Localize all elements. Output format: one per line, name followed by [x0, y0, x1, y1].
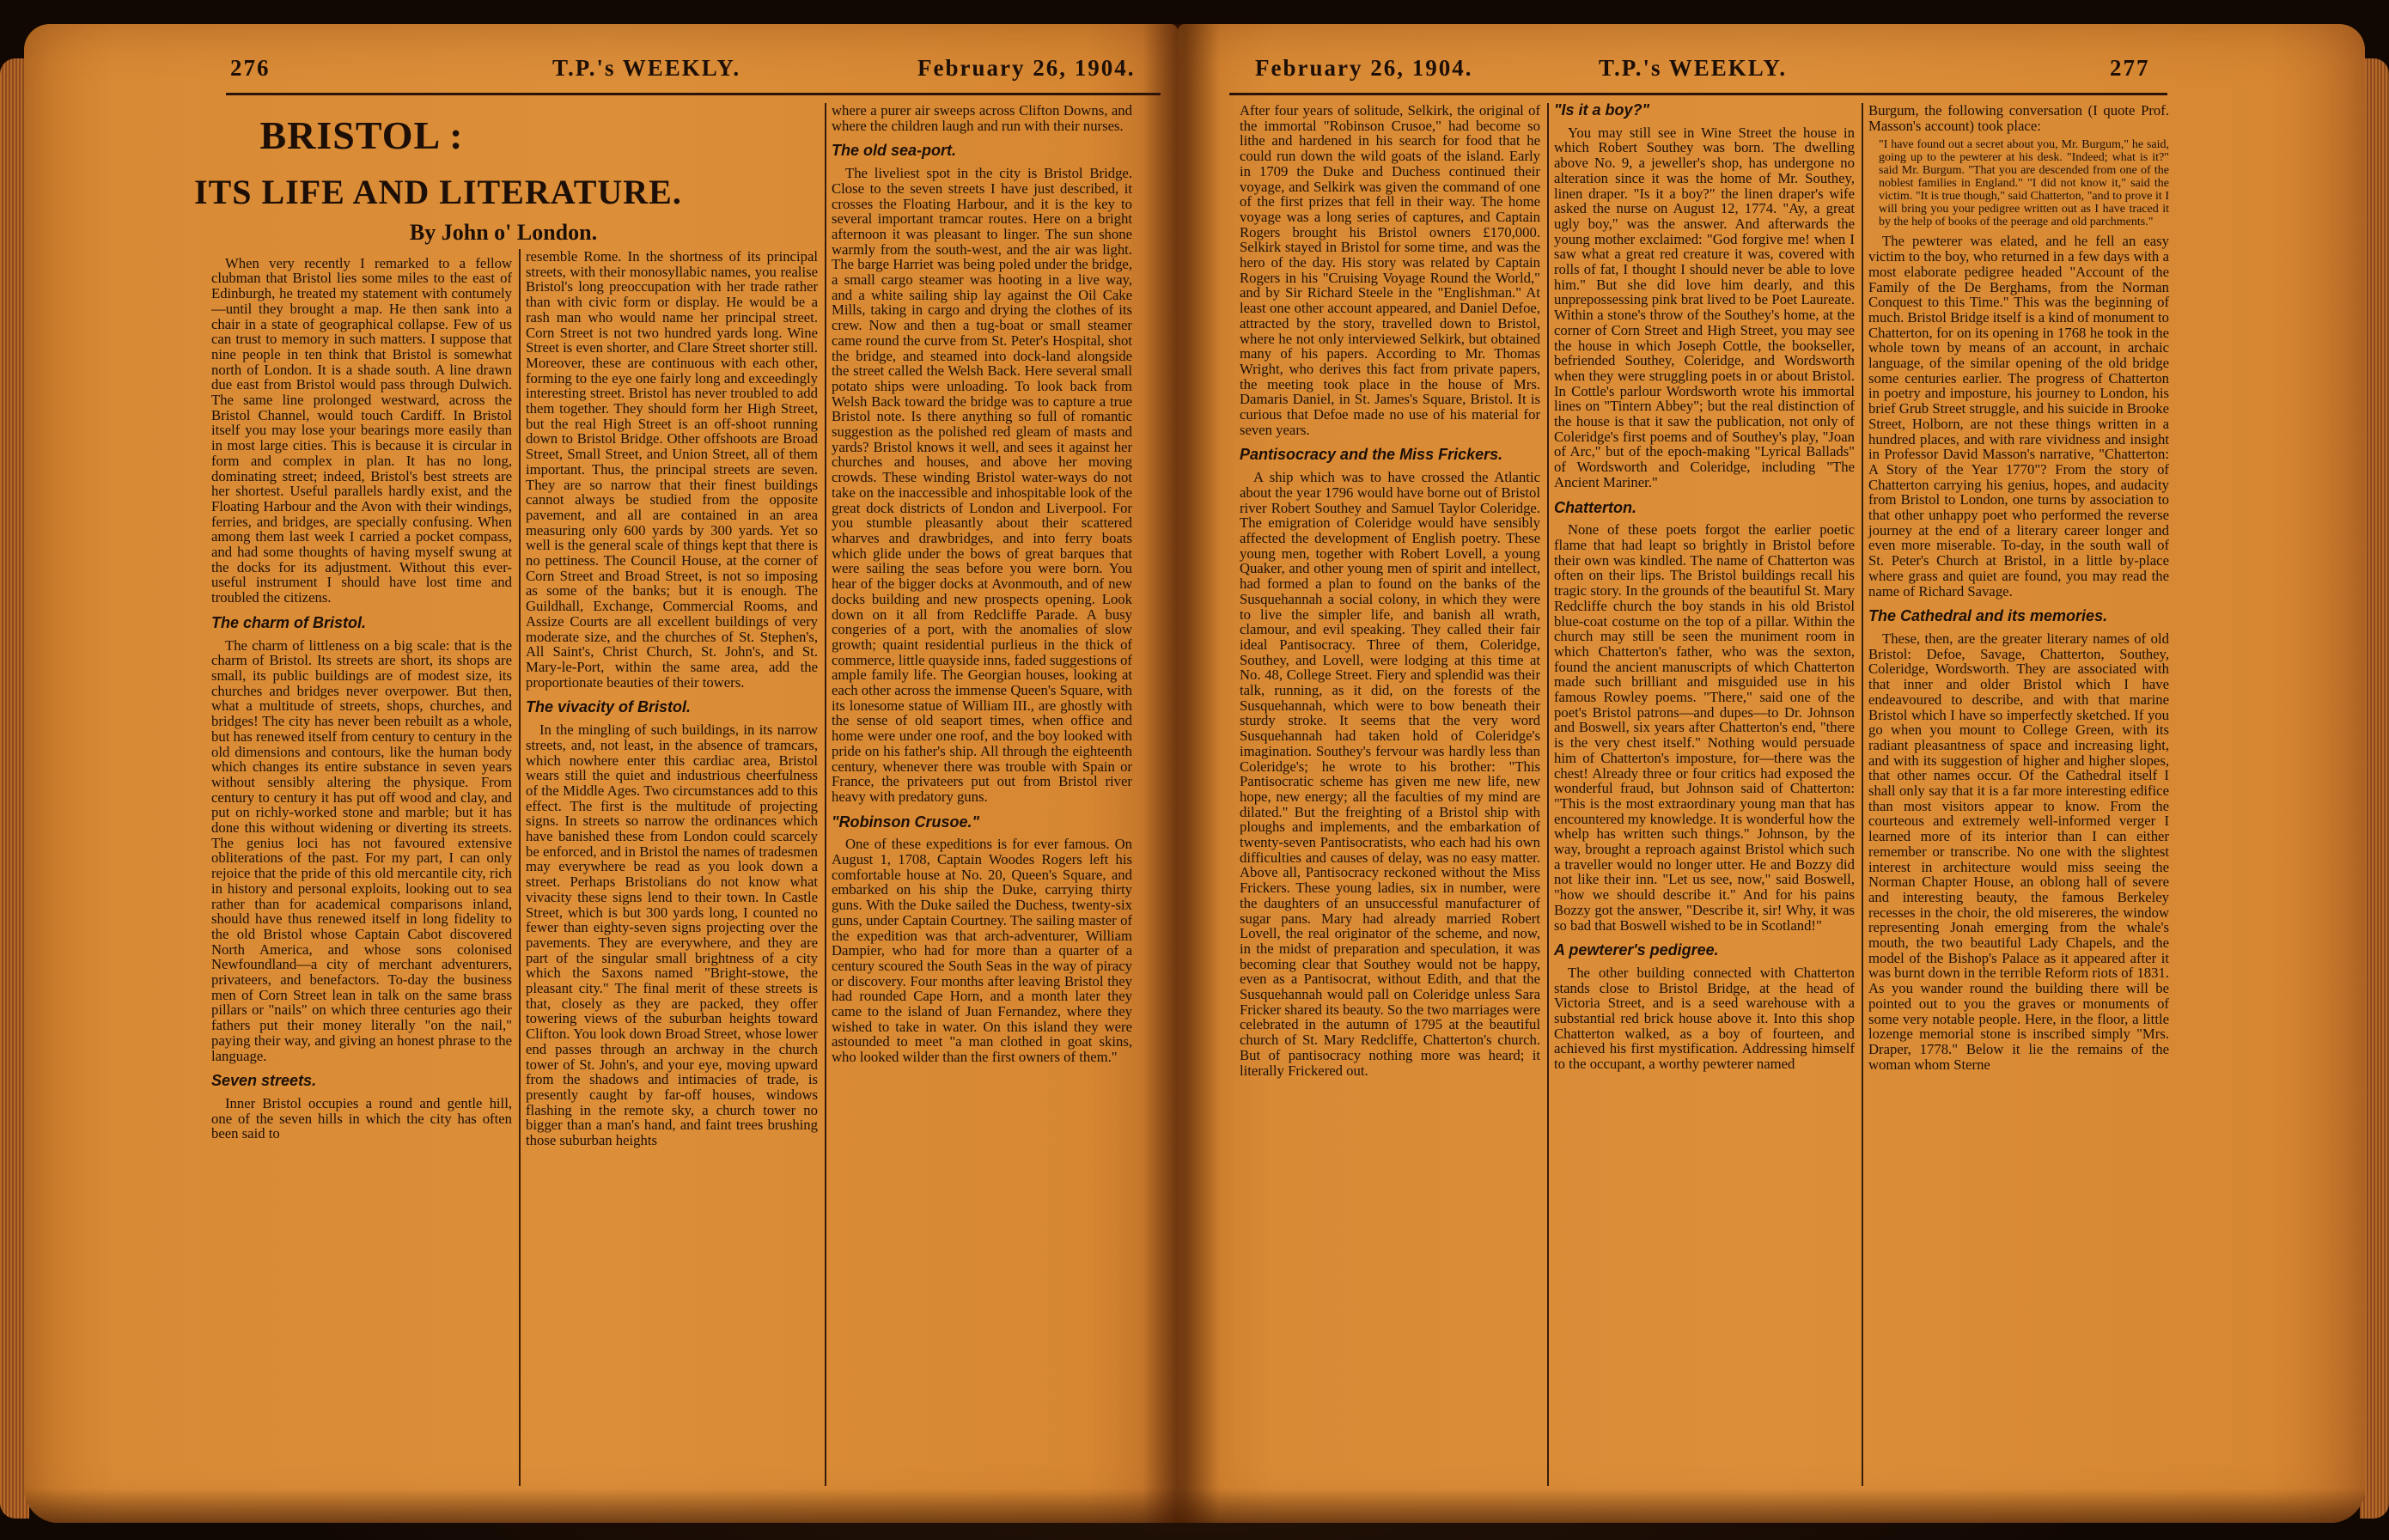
- left-header-date: February 26, 1904.: [917, 55, 1136, 81]
- left-header-title: T.P.'s WEEKLY.: [552, 55, 741, 81]
- right-page: [1178, 24, 2365, 1523]
- section-heading: A pewterer's pedigree.: [1554, 941, 1719, 959]
- paragraph: After four years of solitude, Selkirk, the original of the immortal "Robinson Crusoe," had become so lithe and hardened in his search for food that he could run down the wild goats of the island. Early in 1709 the Duke and Duchess continued their voyage, and Selkirk was given the command of one of the first prizes that fell in their way. The home voyage was a long series of captures, and Captain Rogers brought his Bristol owners £170,000. Selkirk stayed in Bristol for some time, and was the hero of the day. His story was related by Captain Rogers in his "Cruising Voyage Round the World," and by Sir Richard Steele in the "Englishman." At least one other account appeared, and Daniel Defoe, attracted by the story, travelled down to Bristol, where he not only interviewed Selkirk, but obtained many of his papers. According to Mr. Thomas Wright, who derives this fact from private papers, the meeting took place in the house of Mrs. Damaris Daniel, in St. James's Square, Bristol. It is curious that Defoe made no use of his material for seven years.: [1240, 102, 1540, 438]
- right-header-title: T.P.'s WEEKLY.: [1599, 55, 1788, 81]
- section-heading: Seven streets.: [211, 1072, 317, 1090]
- column-rule: [1547, 103, 1549, 1486]
- section-heading: Chatterton.: [1554, 498, 1636, 516]
- paragraph: The liveliest spot in the city is Bristol Bridge. Close to the seven streets I have just described, it crosses the Floating Harbour, and it is the key to several important tramcar routes. Here on a bright afternoon it was pleasant to linger. The sun shone warmly from the south-west, and the air was light. The barge Harriet was being poled under the bridge, a small cargo steamer was hooting in a live way, and a white sailing ship lay against the Oil Cake Mills, taking in cargo and drying the clothes of its crew. Now and then a tug-boat or small steamer came round the curve from St. Peter's Hospital, shot the bridge, and steamed into dock-land alongside the street called the Welsh Back. Here several small potato ships were unloading. To look back from Welsh Back toward the bridge was to capture a true Bristol note. Is there anything so full of romantic suggestion as the polished red gleam of masts and yards? Bristol knows it well, and sees it against her churches and houses, and above her moving crowds. These winding Bristol water-ways do not take on the inaccessible and inhospitable look of the great dock districts of London and Liverpool. For you stumble pleasantly about their scattered wharves and drawbridges, and into ferry boats which glide under the bows of great barques that were sailing the seas before you were born. You hear of the bigger docks at Avonmouth, and of new docks building and new prospects opening. Look down on it all from Redcliffe Parade. A busy congeries of a port, with the anomalies of slow growth; quaint residential purlieus in the thick of commerce, little quayside inns, faded suggestions of ample family life. The Georgian houses, looking at each other across the immense Queen's Square, with its lonesome statue of William III., are ghostly with the sense of old seaport times, when office and home were under one roof, and the boy looked with pride on his father's ship. All through the eighteenth century, whenever there was trouble with Spain or France, the privateers put out from Bristol river heavy with predatory guns.: [832, 165, 1132, 805]
- paragraph: The charm of littleness on a big scale: that is the charm of Bristol. Its streets are short, its shops are small, its public buildings are of modest size, its churches and bridges never overpower. But then, what a multitude of streets, shops, churches, and bridges! The city has never been rebuilt as a whole, but has renewed itself from century to century in the old dimensions and contours, like the human body which changes its entire substance in seven years without sensibly altering the physique. From century to century it has put off wood and clay, and put on richly-worked stone and marble; but it has done this without widening or diverting its streets. The genius loci has not favoured extensive obliterations of the past. For my part, I can only rejoice that the pride of this old mercantile city, rich in history and personal exploits, looking out to sea rather than for academical comparisons inland, should have thus renewed itself in long fidelity to the old Bristol whose Captain Cabot discovered North America, and whose sons colonised Newfoundland—a city of merchant adventurers, privateers, and benefactors. To-day the business men of Corn Street lean in talk on the same brass pillars or "nails" on which three centuries ago their fathers put their money literally "on the nail," paying their way, and giving an honest phrase to the language.: [211, 636, 512, 1064]
- page-shadow: [24, 1488, 1178, 1523]
- section-heading: The charm of Bristol.: [211, 613, 367, 631]
- right-col-2: [1554, 103, 1855, 1075]
- article-title-line2: ITS LIFE AND LITERATURE.: [194, 173, 682, 211]
- paragraph: resemble Rome. In the shortness of its principal streets, with their monosyllabic names, you realise Bristol's long preoccupation with her trade rather than with civic form or display. He would be a rash man who would name her principal street. Corn Street is not two hundred yards long. Wine Street is even shorter, and Clare Street shorter still. Moreover, these are continuous with each other, forming to the eye one fairly long and exceedingly interesting street. Bristol has never troubled to add them together. They should form her High Street, but the real High Street is an off-shoot running down to Bristol Bridge. Other offshoots are Broad Street, Small Street, and Union Street, all of them important. Thus, the principal streets are seven. They are so narrow that their finest buildings cannot always be studied from the opposite pavement, and all are contained in an area measuring only 600 yards by 300 yards. Yet so well is the general scale of things kept that there is no pettiness. The Council House, at the corner of Corn Street and Broad Street, is not so imposing as some of the banks; but it is enough. The Guildhall, Exchange, Commercial Rooms, and Assize Courts are all excellent buildings of very moderate size, and the churches of St. Stephen's, All Saint's, Christ Church, St. John's, and St. Mary-le-Port, within the same area, add the proportionate beauties of their towers.: [526, 248, 818, 691]
- right-header-date: February 26, 1904.: [1255, 55, 1473, 81]
- left-page: [24, 24, 1178, 1523]
- block-quote: "I have found out a secret about you, Mr. Burgum," he said, going up to the pewterer at his desk. "Indeed; what is it?" said Mr. Burgum. "That you are descended from one of the noblest families in England." "I did not know it," said the victim. "It is true though," said Chatterton, "and to prove it I will bring you your pedigree written out as I have traced it by the help of books of the peerage and old parchments.": [1879, 138, 2169, 229]
- section-heading: "Is it a boy?": [1554, 101, 1650, 119]
- section-heading: The old sea-port.: [832, 142, 957, 160]
- section-heading: The Cathedral and its memories.: [1868, 607, 2108, 625]
- right-running-head: [1178, 43, 2365, 94]
- right-page-number: 277: [2110, 55, 2150, 81]
- article-title-line1: BRISTOL :: [259, 113, 464, 157]
- paragraph: None of these poets forgot the earlier poetic flame that had leapt so brightly in Bristol before their own was kindled. The name of Chatterton was often on their lips. The Bristol buildings recall his tragic story. In the grounds of the beautiful St. Mary Redcliffe church the boy stands in his old Bristol blue-coat costume on the top of a pillar. Within the church may still be seen the muniment room in which Chatterton's father, who was the sexton, found the ancient manuscripts of which Chatterton made such brilliant and misguided use in his famous Rowley poems. "There," said one of the poet's Bristol patrons—and dupes—to Dr. Johnson and Boswell, six years after Chatterton's end, "there is the very chest itself." Nothing would persuade him of Chatterton's imposture, for—there was the chest! Already three or four critics had exposed the wonderful fraud, but Johnson said of Chatterton: "This is the most extraordinary young man that has encountered my knowledge. It is wonderful how the whelp has written such things." Johnson, by the way, brought a reproach against Bristol which such a traveller would no longer utter. He and Bozzy did not like their inn. "Let us see, now," said Boswell, "how we should describe it." And for his pains Bozzy got the answer, "Describe it, sir! Why, it was so bad that Boswell wished to be in Scotland!": [1554, 521, 1855, 934]
- section-heading: Pantisocracy and the Miss Frickers.: [1240, 446, 1503, 464]
- paragraph: where a purer air sweeps across Clifton Downs, and where the children laugh and run with their nurses.: [832, 102, 1132, 134]
- right-col-1: [1240, 103, 1540, 1081]
- left-running-head: [24, 43, 1178, 94]
- page-shadow: [1178, 1488, 2365, 1523]
- paragraph: In the mingling of such buildings, in its narrow streets, and, not least, in the absence of tramcars, which nowhere enter this cardiac area, Bristol wears still the quiet and industrious cheerfulness of the Middle Ages. Two circumstances add to this effect. The first is the multitude of projecting signs. In streets so narrow the ordinances which have banished these from London could scarcely be enforced, and in Bristol the names of tradesmen may everywhere be read as you look down a street. Perhaps Bristolians do not know what vivacity these signs lend to their town. In Castle Street, which is but 300 yards long, I counted no fewer than eighty-seven signs projecting over the pavements. They are everywhere, and they are part of the singular small brightness of a city which the Saxons named "Bright-stowe, the pleasant city." The final merit of these streets is that, closely as they are packed, they offer towering views of the suburban heights toward Clifton. You look down Broad Street, whose lower end passes through an archway in the church tower of St. John's, and your eye, moving upward from the shadows and intimacies of trade, is presently caught by far-off houses, windows flashing in the remote sky, a church tower no bigger than a man's hand, and faint trees brushing those suburban heights: [526, 721, 818, 1149]
- left-col-3: [832, 103, 1132, 1068]
- left-header-rule: [226, 93, 1161, 95]
- left-page-number: 276: [230, 55, 271, 81]
- right-col-3: [1868, 103, 2169, 1075]
- open-book: [0, 24, 2389, 1523]
- paragraph: The other building connected with Chatterton stands close to Bristol Bridge, at the head of Victoria Street, and is a seed warehouse with a substantial red brick house above it. Into this shop Chatterton walked, as a boy of fourteen, and achieved his first mystification. Addressing himself to the occupant, a worthy pewterer named: [1554, 964, 1855, 1073]
- byline: By John o' London.: [409, 220, 598, 245]
- paragraph: Inner Bristol occupies a round and gentle hill, one of the seven hills in which the city has often been said to: [211, 1094, 512, 1142]
- left-col-2: [526, 249, 818, 1152]
- paragraph: A ship which was to have crossed the Atlantic about the year 1796 would have borne out of Bristol river Robert Southey and Samuel Taylor Coleridge. The emigration of Coleridge would have sensibly affected the development of English poetry. These young men, together with Robert Lovell, a young Quaker, and other young men of spirit and intellect, had formed a plan to found on the banks of the Susquehannah a social colony, in which they were to live the simpler life, and banish all wrath, clamour, and evil speaking. They called their fair ideal Pantisocracy. Three of them, Coleridge, Southey, and Lovell, were lodging at this time at No. 48, College Street. Fiery and splendid was their talk, running, as it did, on the forests of the Susquehannah, which were to bow beneath their sturdy stroke. It seems that the very word Susquehannah had taken hold of Coleridge's imagination. Southey's fervour was hardly less than Coleridge's; he wrote to his brother: "This Pantisocratic scheme has given me new life, new hope, new energy; all the faculties of my mind are dilated." But the freighting of a Bristol ship with ploughs and implements, and the embarkation of twenty-seven Pantisocratists, who each had his own difficulties and causes of delay, was no easy matter. Above all, Pantisocracy reckoned without the Miss Frickers. These young ladies, six in number, were the daughters of an unsuccessful manufacturer of sugar pans. Mary had already married Robert Lovell, the real originator of the scheme, and now, in the midst of preparation and speculation, it was becoming clear that Southey would not be happy, even as a Pantisocrat, without Edith, and that the Susquehannah would pall on Coleridge unless Sara Fricker shared its beauty. So the two marriages were celebrated in the autumn of 1795 at the beautiful church of St. Mary Redcliffe, Chatterton's church. But of pantisocracy nothing more was heard; it literally Frickered out.: [1240, 469, 1540, 1079]
- paragraph: The pewterer was elated, and he fell an easy victim to the boy, who returned in a few days with a most elaborate pedigree headed "Account of the Family of the De Berghams, from the Norman Conquest to this Time." This was the beginning of much. Bristol Bridge itself is a kind of monument to Chatterton, for on its opening in 1768 he took in the whole town by means of an account, in archaic language, of the similar opening of the old bridge some centuries earlier. The progress of Chatterton in poetry and imposture, his journey to London, his brief Grub Street struggle, and his suicide in Brooke Street, Holborn, are not these things written in a hundred places, and with rare vividness and insight in Professor David Masson's narrative, "Chatterton: A Story of the Year 1770"? From the story of Chatterton carrying his genius, hopes, and audacity from Bristol to London, one turns by association to that other unhappy poet who performed the reverse journey at the end of a literary career longer and even more miserable. To-day, in the south wall of St. Peter's Church at Bristol, in a little by-place where grass and quiet are found, you may read the name of Richard Savage.: [1868, 233, 2169, 600]
- column-rule: [1862, 103, 1863, 1486]
- paragraph: You may still see in Wine Street the house in which Robert Southey was born. The dwelling above No. 9, a jeweller's shop, has undergone no alteration since it was the home of Mr. Southey, linen draper. "Is it a boy?" the linen draper's wife asked the nurse on August 12, 1774. "Ay, a great ugly boy," was the answer. And afterwards the young mother exclaimed: "God forgive me! when I saw what a great red creature it was, covered with rolls of fat, I thought I should never be able to love him." But she did love him dearly, and this unprepossessing pink brat lived to be Poet Laureate. Within a stone's throw of the Southey's home, at the corner of Corn Street and High Street, you may see the house in which Joseph Cottle, the bookseller, befriended Southey, Coleridge, and Wordsworth when they were struggling poets in or about Bristol. In Cottle's parlour Wordsworth wrote his immortal lines on "Tintern Abbey"; but the real distinction of the house is that it saw the publication, not only of Coleridge's first poems and of Southey's play, "Joan of Arc," but of the epoch-making "Lyrical Ballads" of Wordsworth and Coleridge, including "The Ancient Mariner.": [1554, 124, 1855, 490]
- section-heading: The vivacity of Bristol.: [526, 698, 692, 716]
- paragraph: When very recently I remarked to a fellow clubman that Bristol lies some miles to the east of Edinburgh, he treated my statement with contumely—until they brought a map. He then sank into a chair in a state of geographical collapse. Few of us can trust to memory in such matters. I suppose that nine people in ten think that Bristol is somewhat north of London. It is a shade south. A line drawn due east from Bristol would pass through Dulwich. The same line prolonged westward, across the Bristol Channel, would touch Cardiff. In Bristol itself you may lose your bearings more easily than in most large cities. This is because it is circular in form and complex in plan. It has no long, dominating street; indeed, Bristol's best streets are her shortest. Useful parallels hardly exist, and the Floating Harbour and the Avon with their windings, ferries, and bridges, are specially confusing. When among them last week I carried a pocket compass, and had some thoughts of having myself swung at the docks for its adjustment. Without this ever-useful instrument I should have lost time and troubled the citizens.: [211, 254, 512, 606]
- right-header-rule: [1229, 93, 2167, 95]
- paragraph: One of these expeditions is for ever famous. On August 1, 1708, Captain Woodes Rogers left his comfortable house at No. 20, Queen's Square, and embarked on his ship the Duke, carrying thirty guns. With the Duke sailed the Duchess, twenty-six guns, under Captain Courtney. The sailing master of the expedition was that arch-adventurer, William Dampier, who had for more than a quarter of a century scoured the South Seas in the way of piracy or discovery. Four months after leaving Bristol they had rounded Cape Horn, and a month later they came to the island of Juan Fernandez, where they wished to take in water. On this island they were astounded to meet "a man clothed in goat skins, who looked wilder than the first owners of them.": [832, 836, 1132, 1066]
- paragraph: Burgum, the following conversation (I quote Prof. Masson's account) took place:: [1868, 102, 2169, 134]
- column-rule: [825, 103, 826, 1486]
- column-rule: [519, 249, 521, 1486]
- paragraph: These, then, are the greater literary names of old Bristol: Defoe, Savage, Chatterton, Southey, Coleridge, Wordsworth. They are associated with that inner and older Bristol which I have endeavoured to describe, and with that marine Bristol which I have so imperfectly sketched. If you go when you mount to College Green, with its radiant pleasantness of space and increasing light, and with its suggestion of higher and higher slopes, that other names occur. Of the Cathedral itself I shall only say that it is a far more interesting edifice than most visitors appear to know. From the courteous and extremely well-informed verger I learned more of its interior than I can either remember or transcribe. No one with the slightest interest in architecture would miss seeing the Norman Chapter House, an oblong hall of severe and interesting beauty, the famous Berkeley recesses in the choir, the old misereres, the window representing Jonah emerging from the whale's mouth, the two beautiful Lady Chapels, and the model of the Bishop's Palace as it appeared after it was burnt down in the terrible Reform riots of 1831. As you wander round the building there will be pointed out to you the graves or monuments of some very notable people. Here, in the floor, a little lozenge memorial stone is inscribed simply "Mrs. Draper, 1778." Below it lie the remains of the woman whom Sterne: [1868, 630, 2169, 1073]
- section-heading: "Robinson Crusoe.": [832, 813, 980, 831]
